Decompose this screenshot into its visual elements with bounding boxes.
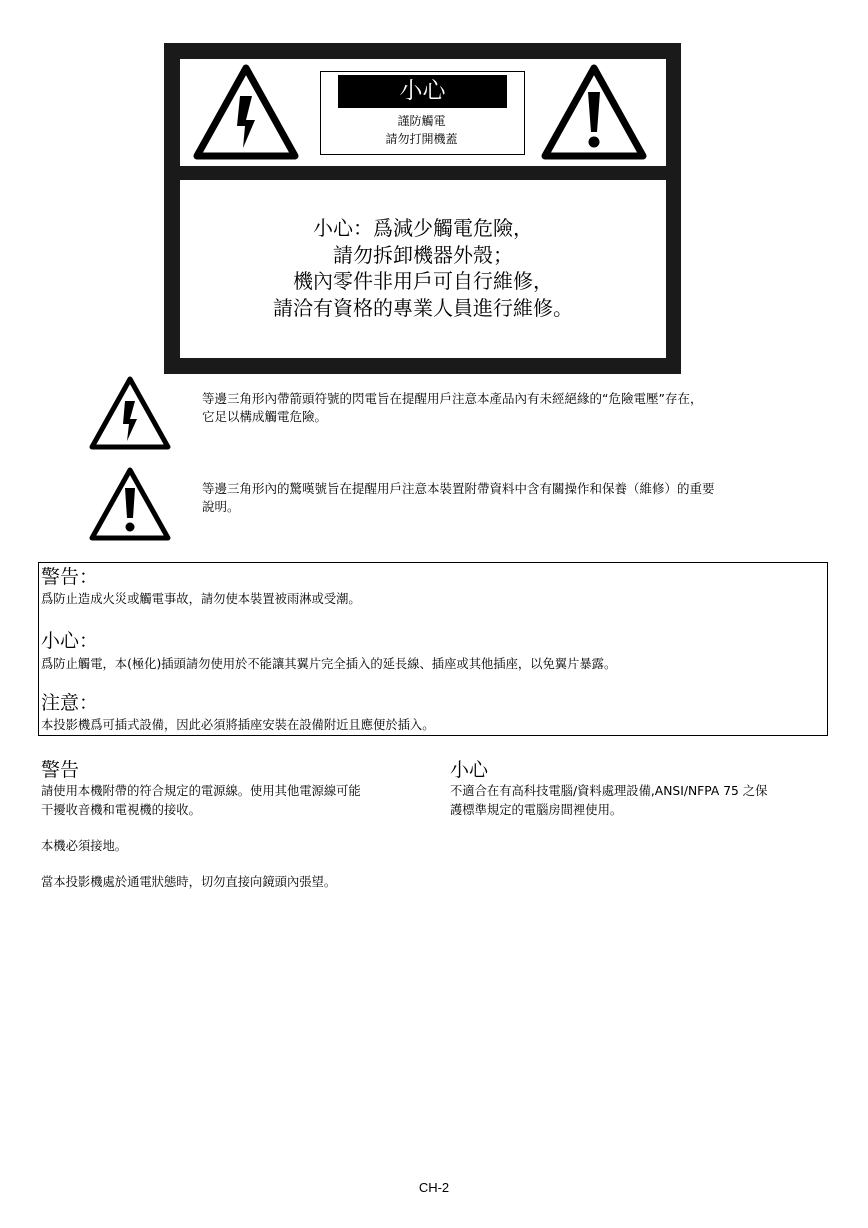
right-column-line: 護標準規定的電腦房間裡使用。 [450, 803, 623, 817]
explanation-exclamation [202, 480, 802, 516]
warnings-box [38, 562, 828, 736]
explanation-line: 說明。 [202, 499, 240, 514]
right-column-line: 不適合在有高科技電腦/資料處理設備,ANSI/NFPA 75 之保 [450, 784, 768, 798]
caution-line-2: 請勿打開機蓋 [385, 132, 458, 146]
caution-warning-text [180, 215, 666, 321]
page-number: CH-2 [418, 1180, 450, 1195]
caution-warning-line: 請洽有資格的專業人員進行維修。 [273, 295, 573, 320]
lightning-triangle-icon [193, 64, 299, 160]
explanation-line: 它足以構成觸電危險。 [202, 409, 328, 424]
explanation-line: 等邊三角形內帶箭頭符號的閃電旨在提醒用戶注意本產品內有未經絕緣的“危險電壓”存在， [202, 391, 703, 406]
left-column-line: 請使用本機附帶的符合規定的電源線。使用其他電源線可能 [41, 784, 361, 798]
warning-body: 爲防止造成火災或觸電事故，請勿使本裝置被雨淋或受潮。 [41, 592, 361, 606]
left-column-heading: 警告 [41, 759, 80, 781]
left-column-para2: 本機必須接地。 [41, 839, 128, 853]
caution-warning-line: 機內零件非用戶可自行維修， [293, 269, 553, 293]
explanation-line: 等邊三角形內的驚嘆號旨在提醒用戶注意本裝置附帶資料中含有關操作和保養（維修）的重要 [202, 481, 715, 496]
left-column-line: 干擾收音機和電視機的接收。 [41, 803, 201, 817]
left-column-para1 [41, 782, 361, 820]
caution-warning-line: 請勿拆卸機器外殼； [333, 242, 513, 267]
explanation-lightning [202, 390, 802, 426]
notice-body: 本投影機爲可插式設備，因此必須將插座安裝在設備附近且應便於插入。 [41, 718, 435, 732]
notice-heading: 注意： [41, 692, 99, 714]
caution-title: 小心 [338, 75, 507, 108]
caution-body: 爲防止觸電，本(極化)插頭請勿使用於不能讓其翼片完全插入的延長線、插座或其他插座，以免翼片暴露。 [41, 657, 617, 671]
exclamation-triangle-icon [541, 64, 647, 160]
caution-heading: 小心： [41, 630, 99, 652]
warning-heading: 警告： [41, 566, 99, 588]
right-column-para [450, 782, 767, 820]
caution-warning-line: 小心：爲減少觸電危險， [313, 216, 533, 240]
lightning-triangle-icon [88, 375, 172, 451]
caution-line-1: 謹防觸電 [397, 114, 446, 128]
right-column-heading: 小心 [450, 759, 489, 781]
left-column-para3: 當本投影機處於通電狀態時，切勿直接向鏡頭內張望。 [41, 875, 337, 889]
exclamation-triangle-icon [88, 466, 172, 542]
